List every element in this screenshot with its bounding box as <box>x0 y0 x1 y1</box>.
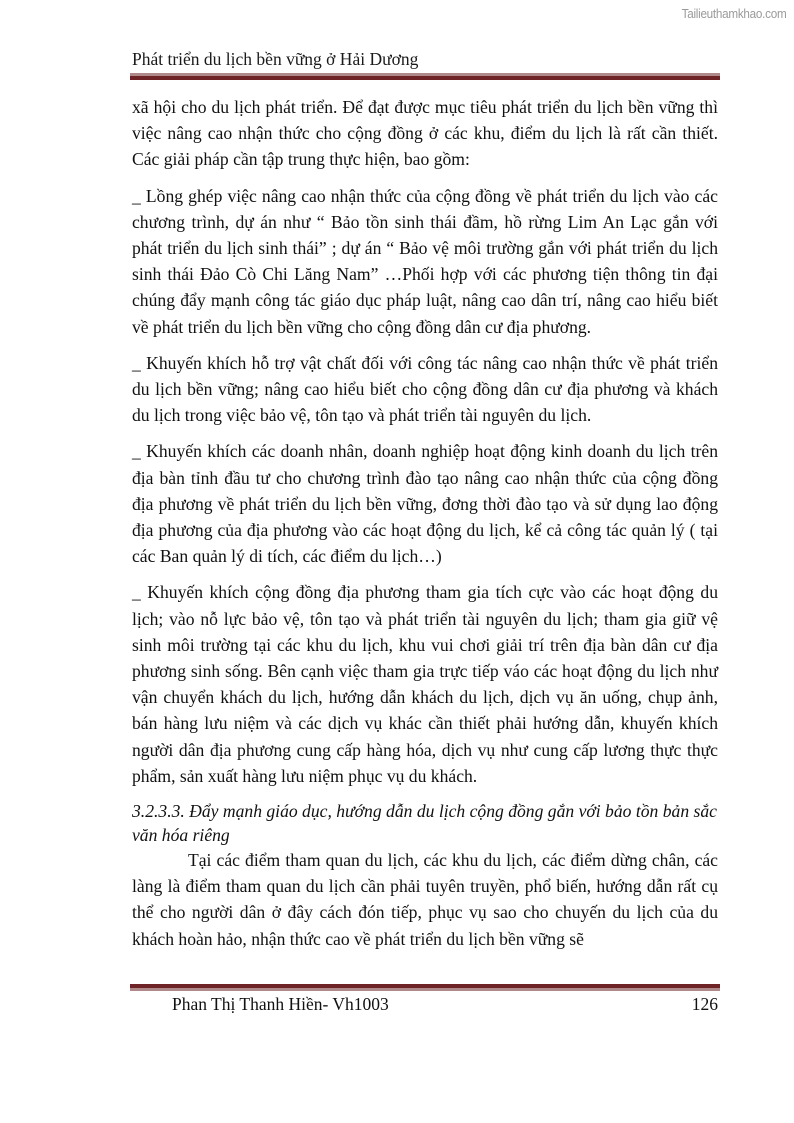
page-number: 126 <box>691 994 718 1014</box>
running-header-title: Phát triển du lịch bền vững ở Hải Dương <box>132 49 419 69</box>
footer-author: Phan Thị Thanh Hiền- Vh1003 <box>172 994 389 1014</box>
header-rule <box>130 73 720 80</box>
section-paragraph: Tại các điểm tham quan du lịch, các khu du lịch, các điểm dừng chân, các làng là điểm tham quan du lịch cần phải tuyên truyền, phổ biến, hướng dẫn rất cụ thể cho người dân ở đây cách đón tiếp, phục vụ sao cho chuyến du lịch của du khách hoàn hảo, nhận thức cao về phát triển du lịch bền vững sẽ <box>132 850 718 949</box>
bullet-paragraph: _ Lồng ghép việc nâng cao nhận thức của cộng đồng về phát triển du lịch vào các chương trình, dự án như “ Bảo tồn sinh thái đầm, hồ rừng Lim An Lạc gắn với phát triển du lịch sinh thái” ; dự án “ Bảo vệ môi trường gắn với phát triển du lịch sinh thái Đảo Cò Chi Lăng Nam” …Phối hợp với các phương tiện thông tin đại chúng đẩy mạnh công tác giáo dục pháp luật, nâng cao dân trí, nâng cao hiểu biết về phát triển du lịch bền vững cho cộng đồng dân cư địa phương. <box>132 185 718 337</box>
footer-rule-light <box>130 988 720 991</box>
bullet-paragraph: _ Khuyến khích cộng đồng địa phương tham gia tích cực vào các hoạt động du lịch; vào nỗ lực bảo vệ, tôn tạo và phát triển tài nguyên du lịch; tham gia giữ vệ sinh môi trường tại các khu du lịch, khu vui chơi giải trí trên địa bàn dân cư địa phương sinh sống. Bên cạnh việc tham gia trực tiếp váo các hoạt động du lịch như vận chuyển khách du lịch, hướng dẫn khách du lịch, dịch vụ ăn uống, chụp ảnh, bán hàng lưu niệm và các dịch vụ khác cần thiết phải hướng dẫn, khuyến khích người dân địa phương cung cấp hàng hóa, dịch vụ như cung cấp lương thực thực phẩm, sản xuất hàng lưu niệm phục vụ du khách. <box>132 582 718 786</box>
watermark: Tailieuthamkhao.com <box>681 6 786 21</box>
header-rule-dark <box>130 76 720 80</box>
section-heading: 3.2.3.3. Đẩy mạnh giáo dục, hướng dẫn du lịch cộng đồng gắn với bảo tồn bản sắc văn hóa riêng <box>132 801 717 846</box>
footer-rule <box>130 984 720 991</box>
bullet-paragraph: _ Khuyến khích hỗ trợ vật chất đối với công tác nâng cao nhận thức về phát triển du lịch bền vững; nâng cao hiểu biết cho cộng đồng dân cư địa phương và khách du lịch trong việc bảo vệ, tôn tạo và phát triển tài nguyên du lịch. <box>132 352 718 426</box>
page-body <box>132 94 718 962</box>
bullet-paragraph: _ Khuyến khích các doanh nhân, doanh nghiệp hoạt động kinh doanh du lịch trên địa bàn tỉnh đầu tư cho chương trình đào tạo nâng cao nhận thức của cộng đồng địa phương về phát triển du lịch bền vững, đơng thời đào tạo và sử dụng lao động địa phương của địa phương vào các hoạt động du lịch, kể cả công tác quản lý ( tại các Ban quản lý di tích, các điểm du lịch…) <box>132 441 718 567</box>
body-paragraph: xã hội cho du lịch phát triển. Để đạt được mục tiêu phát triển du lịch bền vững thì việc nâng cao nhận thức cho cộng đồng ở các khu, điểm du lịch là rất cần thiết. Các giải pháp cần tập trung thực hiện, bao gồm: <box>132 97 718 170</box>
